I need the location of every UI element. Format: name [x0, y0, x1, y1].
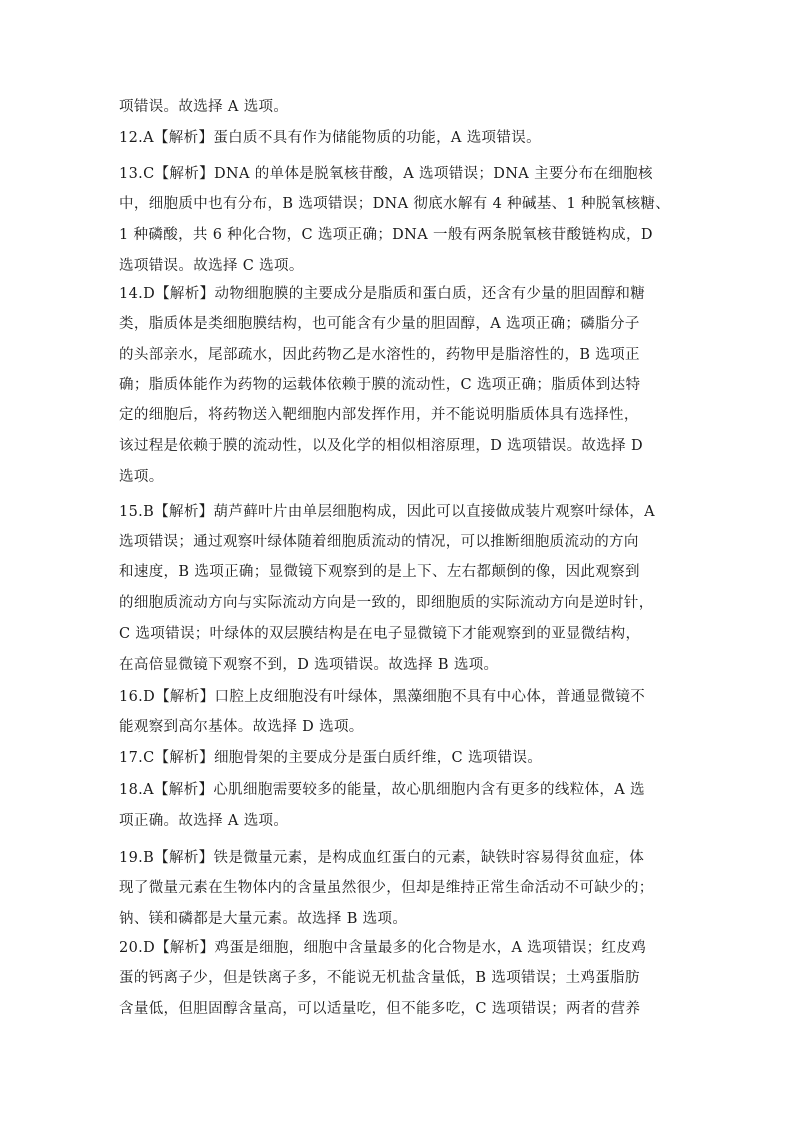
text-line: 1 种磷酸，共 6 种化合物，C 选项正确；DNA 一般有两条脱氧核苷酸链构成，D	[119, 227, 653, 243]
text-line: 20.D【解析】鸡蛋是细胞，细胞中含量最多的化合物是水，A 选项错误；红皮鸡	[119, 940, 647, 956]
text-line: 14.D【解析】动物细胞膜的主要成分是脂质和蛋白质，还含有少量的胆固醇和糖	[119, 286, 646, 302]
text-line: 项正确。故选择 A 选项。	[119, 813, 289, 829]
text-line: 15.B【解析】葫芦藓叶片由单层细胞构成，因此可以直接做成装片观察叶绿体，A	[119, 504, 655, 520]
text-line: 在高倍显微镜下观察不到，D 选项错误。故选择 B 选项。	[119, 657, 499, 673]
text-line: 16.D【解析】口腔上皮细胞没有叶绿体，黑藻细胞不具有中心体，普通显微镜不	[119, 689, 646, 705]
text-line: 中，细胞质中也有分布，B 选项错误；DNA 彻底水解有 4 种碱基、1 种脱氧核糖、	[119, 196, 671, 212]
text-line: 12.A【解析】蛋白质不具有作为储能物质的功能，A 选项错误。	[119, 130, 541, 146]
text-line: 蛋的钙离子少，但是铁离子多，不能说无机盐含量低，B 选项错误；土鸡蛋脂肪	[119, 970, 640, 986]
text-line: 19.B【解析】铁是微量元素，是构成血红蛋白的元素，缺铁时容易得贫血症，体	[119, 850, 645, 866]
text-line: 18.A【解析】心肌细胞需要较多的能量，故心肌细胞内含有更多的线粒体，A 选	[119, 782, 645, 798]
text-line: 选项错误。故选择 C 选项。	[119, 258, 304, 274]
text-line: C 选项错误；叶绿体的双层膜结构是在电子显微镜下才能观察到的亚显微结构，	[119, 626, 641, 642]
text-line: 和速度，B 选项正确；显微镜下观察到的是上下、左右都颠倒的像，因此观察到	[119, 564, 640, 580]
text-line: 项错误。故选择 A 选项。	[119, 99, 289, 115]
text-line: 17.C【解析】细胞骨架的主要成分是蛋白质纤维，C 选项错误。	[119, 750, 543, 766]
text-line: 定的细胞后，将药物送入靶细胞内部发挥作用，并不能说明脂质体具有选择性，	[119, 407, 639, 423]
text-line: 能观察到高尔基体。故选择 D 选项。	[119, 719, 364, 735]
text-line: 的细胞质流动方向与实际流动方向是一致的，即细胞质的实际流动方向是逆时针，	[119, 595, 654, 611]
text-line: 类，脂质体是类细胞膜结构，也可能含有少量的胆固醇，A 选项正确；磷脂分子	[119, 316, 640, 332]
text-line: 钠、镁和磷都是大量元素。故选择 B 选项。	[119, 911, 408, 927]
text-line: 现了微量元素在生物体内的含量虽然很少，但却是维持正常生命活动不可缺少的；	[119, 880, 654, 896]
text-line: 含量低，但胆固醇含量高，可以适量吃，但不能多吃，C 选项错误；两者的营养	[119, 1001, 641, 1017]
text-line: 选项。	[119, 469, 164, 485]
text-line: 确；脂质体能作为药物的运载体依赖于膜的流动性，C 选项正确；脂质体到达特	[119, 377, 641, 393]
text-line: 13.C【解析】DNA 的单体是脱氧核苷酸，A 选项错误；DNA 主要分布在细胞核	[119, 166, 653, 182]
text-line: 该过程是依赖于膜的流动性，以及化学的相似相溶原理，D 选项错误。故选择 D	[119, 438, 643, 454]
text-line: 的头部亲水，尾部疏水，因此药物乙是水溶性的，药物甲是脂溶性的，B 选项正	[119, 347, 640, 363]
text-line: 选项错误；通过观察叶绿体随着细胞质流动的情况，可以推断细胞质流动的方向	[119, 534, 639, 550]
